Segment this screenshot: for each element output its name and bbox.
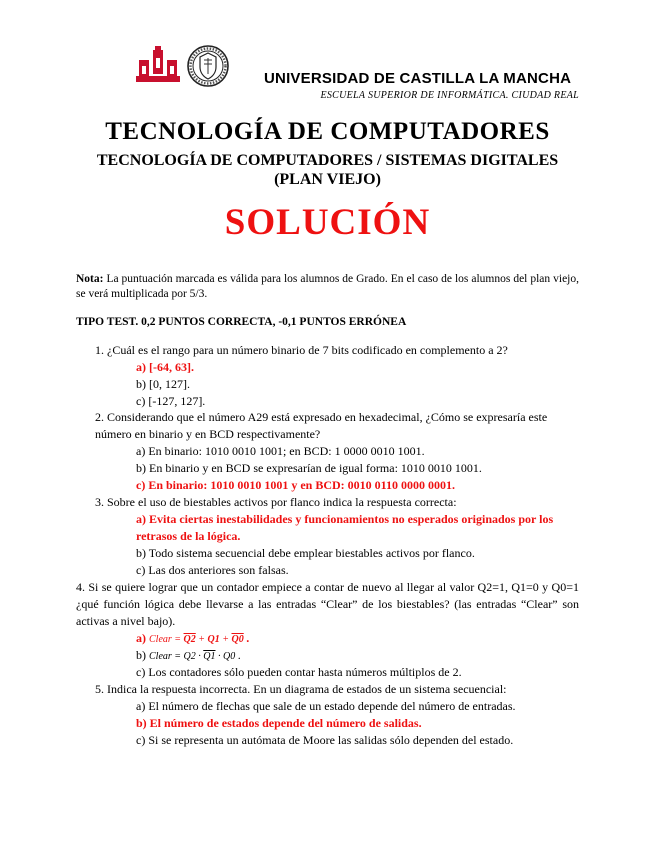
note-label: Nota: (76, 273, 104, 285)
dot-symbol: · (198, 651, 201, 662)
q5-option-c: c) Si se representa un autómata de Moore las salidas sólo dependen del estado. (136, 733, 514, 747)
equals-symbol-b: = (174, 651, 182, 662)
question-4: 4. Si se quiere lograr que un contador empiece a contar de nuevo al llegar al valor Q2=1, Q1=0 y Q0=1 ¿qué función lógica debe llevarse a las entradas “Clear” de los biestables? (las entradas “Clear” son activas a nivel bajo). (76, 580, 579, 628)
q3-option-a: a) Evita ciertas inestabilidades y funcionamientos no esperados originados por los retrasos de la lógica. (136, 512, 554, 543)
subtitle: TECNOLOGÍA DE COMPUTADORES / SISTEMAS DIGITALES (96, 152, 559, 169)
q5-option-a: a) El número de flechas que sale de un estado depende del número de entradas. (136, 699, 516, 713)
q4-option-a-equation (149, 634, 246, 645)
q4-option-b-label: b) (136, 648, 146, 662)
dot-symbol-2: · (218, 651, 221, 662)
question-2-line2: número en binario y en BCD respectivamente? (95, 427, 321, 441)
esi-seal-icon (186, 44, 230, 88)
q2-complement: Q2 (183, 634, 196, 645)
q3-option-c: c) Las dos anteriores son falsas. (136, 563, 289, 577)
q5-option-b: b) El número de estados depende del número de salidas. (136, 716, 422, 730)
page-title: TECNOLOGÍA DE COMPUTADORES (105, 118, 550, 145)
q2-term-b: Q2 (183, 651, 196, 662)
question-5: 5. Indica la respuesta incorrecta. En un diagrama de estados de un sistema secuencial: (95, 682, 507, 696)
q1-option-a: a) [-64, 63]. (136, 360, 194, 374)
clear-symbol: Clear (149, 634, 172, 645)
q4-option-c: c) Los contadores sólo pueden contar hasta números múltiplos de 2. (136, 665, 462, 679)
q4-option-a (136, 630, 249, 648)
uclm-logo-icon (136, 44, 180, 88)
q4-option-a-end: . (246, 631, 250, 645)
q1-option-c: c) [-127, 127]. (136, 394, 206, 408)
q1-option-b: b) [0, 127]. (136, 377, 190, 391)
q1-complement-b: Q1 (203, 651, 216, 662)
note-paragraph (76, 272, 579, 302)
plan-label: (PLAN VIEJO) (274, 171, 381, 188)
plus-symbol-2: + (222, 634, 229, 645)
school-name: ESCUELA SUPERIOR DE INFORMÁTICA. CIUDAD REAL (320, 90, 579, 101)
clear-symbol-b: Clear (149, 651, 172, 662)
q4-option-b-end: . (237, 648, 241, 662)
equals-symbol: = (174, 634, 182, 645)
university-name: UNIVERSIDAD DE CASTILLA LA MANCHA (264, 70, 572, 87)
q2-option-b: b) En binario y en BCD se expresarían de igual forma: 1010 0010 1001. (136, 461, 482, 475)
question-3: 3. Sobre el uso de biestables activos por flanco indica la respuesta correcta: (95, 495, 457, 509)
q4-option-a-label: a) (136, 631, 146, 645)
q4-option-b (136, 647, 241, 665)
q2-option-c: c) En binario: 1010 0010 1001 y en BCD: 0010 0110 0000 0001. (136, 478, 456, 492)
q3-option-b: b) Todo sistema secuencial debe emplear biestables activos por flanco. (136, 546, 475, 560)
solution-heading: SOLUCIÓN (224, 202, 431, 243)
q2-option-a: a) En binario: 1010 0010 1001; en BCD: 1 0000 0010 1001. (136, 444, 425, 458)
q1-term: Q1 (207, 634, 220, 645)
q0-complement: Q0 (231, 634, 244, 645)
plus-symbol: + (198, 634, 206, 645)
question-1: 1. ¿Cuál es el rango para un número binario de 7 bits codificado en complemento a 2? (95, 343, 508, 357)
question-2-line1: 2. Considerando que el número A29 está expresado en hexadecimal, ¿Cómo se expresaría este (95, 410, 548, 424)
test-header: TIPO TEST. 0,2 PUNTOS CORRECTA, -0,1 PUNTOS ERRÓNEA (76, 316, 407, 328)
q0-term-b: Q0 (223, 651, 236, 662)
note-text: La puntuación marcada es válida para los alumnos de Grado. En el caso de los alumnos del plan viejo, se verá multiplicada por 5/3. (76, 273, 579, 300)
q4-option-b-equation (149, 651, 238, 662)
